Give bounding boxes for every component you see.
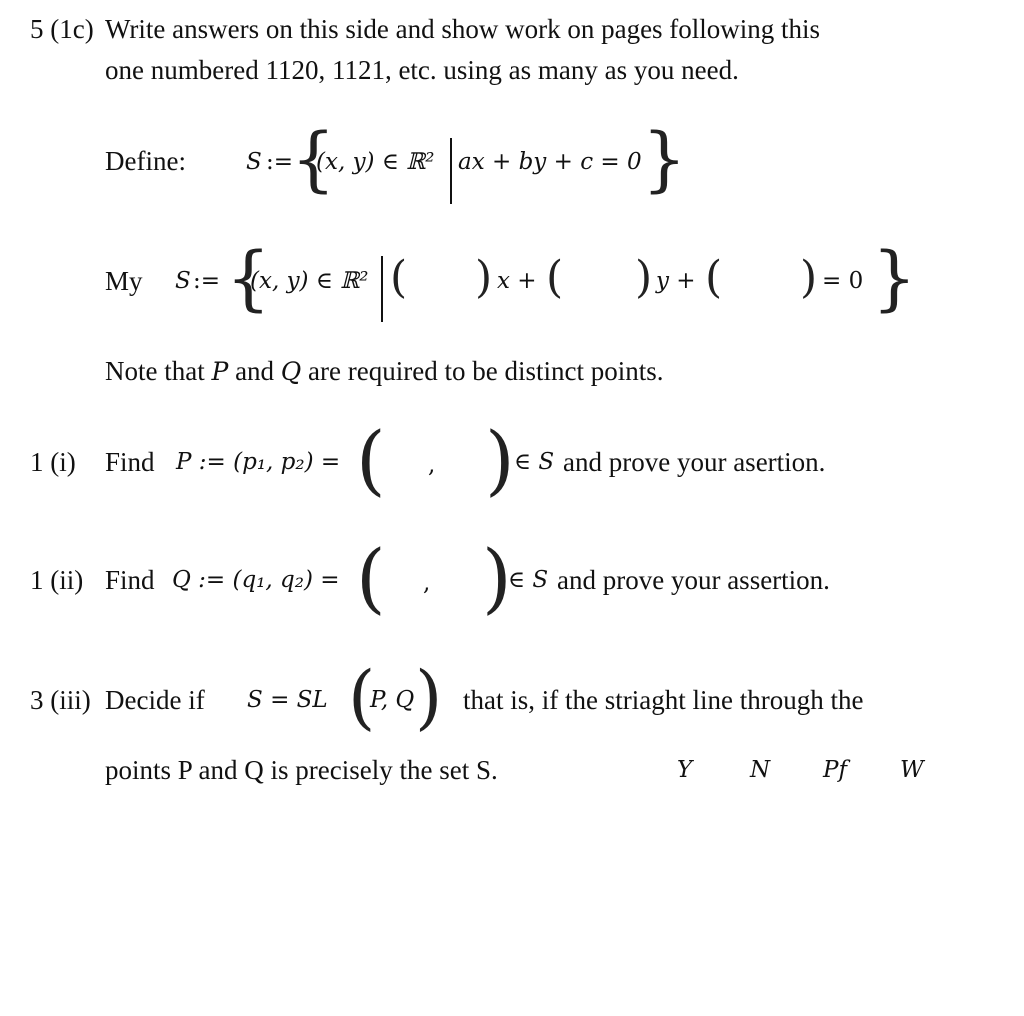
part-i-membership: ∈ S	[514, 449, 555, 475]
option-pf[interactable]: Pf	[823, 757, 847, 783]
coef-b-close: )	[635, 252, 653, 303]
note	[105, 356, 663, 387]
define-assign: :=	[266, 149, 294, 175]
part-i-comma: ,	[428, 452, 436, 478]
part-i-number: 1 (i)	[30, 447, 76, 477]
option-n[interactable]: N	[750, 757, 771, 783]
my-rhs: = 0	[822, 268, 864, 294]
part-i-find: Find	[105, 447, 155, 477]
my-left-brace: {	[226, 237, 271, 319]
define-left-brace: {	[291, 118, 336, 200]
part-ii-number: 1 (ii)	[30, 565, 84, 595]
part-ii-comma: ,	[423, 570, 431, 596]
note-after: are required to be distinct points.	[308, 356, 664, 386]
define-element: (x, y) ∈ ℝ²	[316, 149, 435, 175]
part-iii-lead: Decide if	[105, 685, 205, 715]
part-iii-tail: that is, if the striaght line through the	[463, 685, 864, 715]
my-x-term: x +	[497, 268, 537, 294]
problem-number: 5 (1c)	[30, 14, 94, 44]
part-iii-args: P, Q	[370, 687, 415, 713]
option-y[interactable]: Y	[677, 757, 693, 783]
define-right-brace: }	[642, 118, 687, 200]
my-element: (x, y) ∈ ℝ²	[250, 268, 369, 294]
note-before: Note that	[105, 356, 205, 386]
define-label: Define:	[105, 146, 186, 176]
my-divider	[381, 256, 383, 322]
part-ii-open-paren: (	[356, 533, 386, 622]
coef-c-open: (	[705, 252, 723, 303]
part-i-close-paren: )	[485, 415, 515, 504]
coef-b-open: (	[546, 252, 564, 303]
define-condition: ax + by + c = 0	[458, 149, 642, 175]
part-ii-find: Find	[105, 565, 155, 595]
part-i-tail: and prove your asertion.	[563, 447, 826, 477]
define-divider	[450, 138, 452, 204]
my-assign: :=	[193, 268, 221, 294]
option-w[interactable]: W	[900, 757, 924, 783]
part-iii-formula-lhs: S = SL	[247, 687, 328, 713]
coef-a-close: )	[475, 252, 493, 303]
note-q: Q	[280, 357, 302, 386]
my-right-brace: }	[872, 237, 917, 319]
part-ii-membership: ∈ S	[508, 567, 549, 593]
part-iii-number: 3 (iii)	[30, 685, 91, 715]
my-set-name: S	[175, 268, 191, 294]
note-p: P	[211, 357, 229, 386]
part-i-definition: P := (p₁, p₂) =	[176, 449, 341, 475]
part-i-open-paren: (	[356, 415, 386, 504]
note-and: and	[235, 356, 275, 386]
part-iii-line2: points P and Q is precisely the set S.	[105, 755, 498, 785]
part-ii-definition: Q := (q₁, q₂) =	[172, 567, 340, 593]
part-ii-close-paren: )	[482, 533, 512, 622]
define-set-name: S	[246, 149, 262, 175]
coef-a-open: (	[390, 252, 408, 303]
instruction-line-2: one numbered 1120, 1121, etc. using as many as you need.	[105, 55, 739, 85]
my-y-term: y +	[656, 268, 696, 294]
part-iii-open-paren: (	[348, 656, 376, 738]
my-label: My	[105, 266, 143, 296]
coef-c-close: )	[800, 252, 818, 303]
instruction-line-1: Write answers on this side and show work on pages following this	[105, 14, 821, 44]
part-iii-close-paren: )	[415, 656, 443, 738]
part-ii-tail: and prove your assertion.	[557, 565, 830, 595]
